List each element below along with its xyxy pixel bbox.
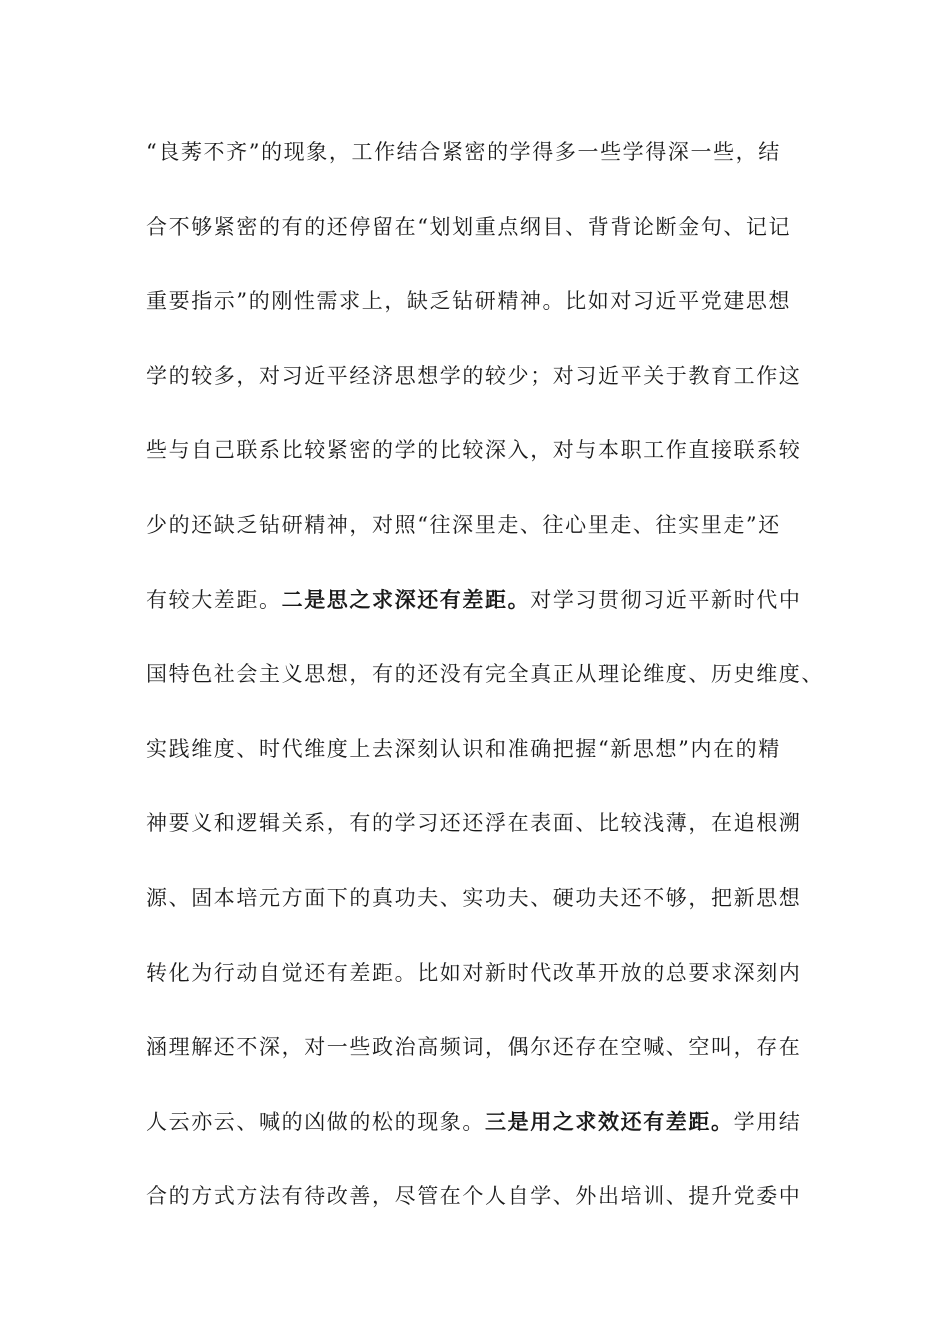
body-text-run: 实践维度、时代维度上去深刻认识和准确把握“新思想”内在的精 <box>146 736 781 761</box>
text-line <box>146 430 836 505</box>
text-line <box>146 1176 836 1251</box>
text-line <box>146 207 836 282</box>
text-line <box>146 729 836 804</box>
body-text-run: 少的还缺乏钻研精神，对照“往深里走、往心里走、往实里走”还 <box>146 512 781 537</box>
text-line <box>146 132 836 207</box>
body-text-run: 合的方式方法有待改善，尽管在个人自学、外出培训、提升党委中 <box>146 1184 802 1209</box>
text-line <box>146 953 836 1028</box>
body-text-run: 人云亦云、喊的凶做的松的现象。 <box>146 1109 485 1134</box>
body-text <box>146 132 836 1251</box>
body-text-run: 国特色社会主义思想，有的还没有完全真正从理论维度、历史维度、 <box>146 662 824 687</box>
body-text-run: 学的较多，对习近平经济思想学的较少；对习近平关于教育工作这 <box>146 363 802 388</box>
text-line <box>146 1027 836 1102</box>
text-line <box>146 1102 836 1177</box>
body-text-run: 有较大差距。 <box>146 587 282 612</box>
text-line <box>146 281 836 356</box>
body-text-run: “良莠不齐”的现象，工作结合紧密的学得多一些学得深一些，结 <box>146 140 781 164</box>
text-line <box>146 803 836 878</box>
body-text-run: 对学习贯彻习近平新时代中 <box>530 587 802 612</box>
body-text-run: 学用结 <box>733 1109 802 1134</box>
body-text-run: 些与自己联系比较紧密的学的比较深入，对与本职工作直接联系较 <box>146 438 802 463</box>
bold-heading-text: 三是用之求效还有差距。 <box>485 1108 734 1134</box>
text-line <box>146 356 836 431</box>
body-text-run: 重要指示”的刚性需求上，缺乏钻研精神。比如对习近平党建思想 <box>146 289 792 314</box>
body-text-run: 源、固本培元方面下的真功夫、实功夫、硬功夫还不够，把新思想 <box>146 885 802 910</box>
body-text-run: 涵理解还不深，对一些政治高频词，偶尔还存在空喊、空叫，存在 <box>146 1035 802 1060</box>
text-line <box>146 505 836 580</box>
body-text-run: 神要义和逻辑关系，有的学习还还浮在表面、比较浅薄，在追根溯 <box>146 811 802 836</box>
body-text-run: 转化为行动自觉还有差距。比如对新时代改革开放的总要求深刻内 <box>146 960 802 985</box>
text-line <box>146 878 836 953</box>
bold-heading-text: 二是思之求深还有差距。 <box>281 586 531 612</box>
body-text-run: 合不够紧密的有的还停留在“划划重点纲目、背背论断金句、记记 <box>146 214 792 239</box>
text-line <box>146 654 836 729</box>
text-line <box>146 580 836 655</box>
